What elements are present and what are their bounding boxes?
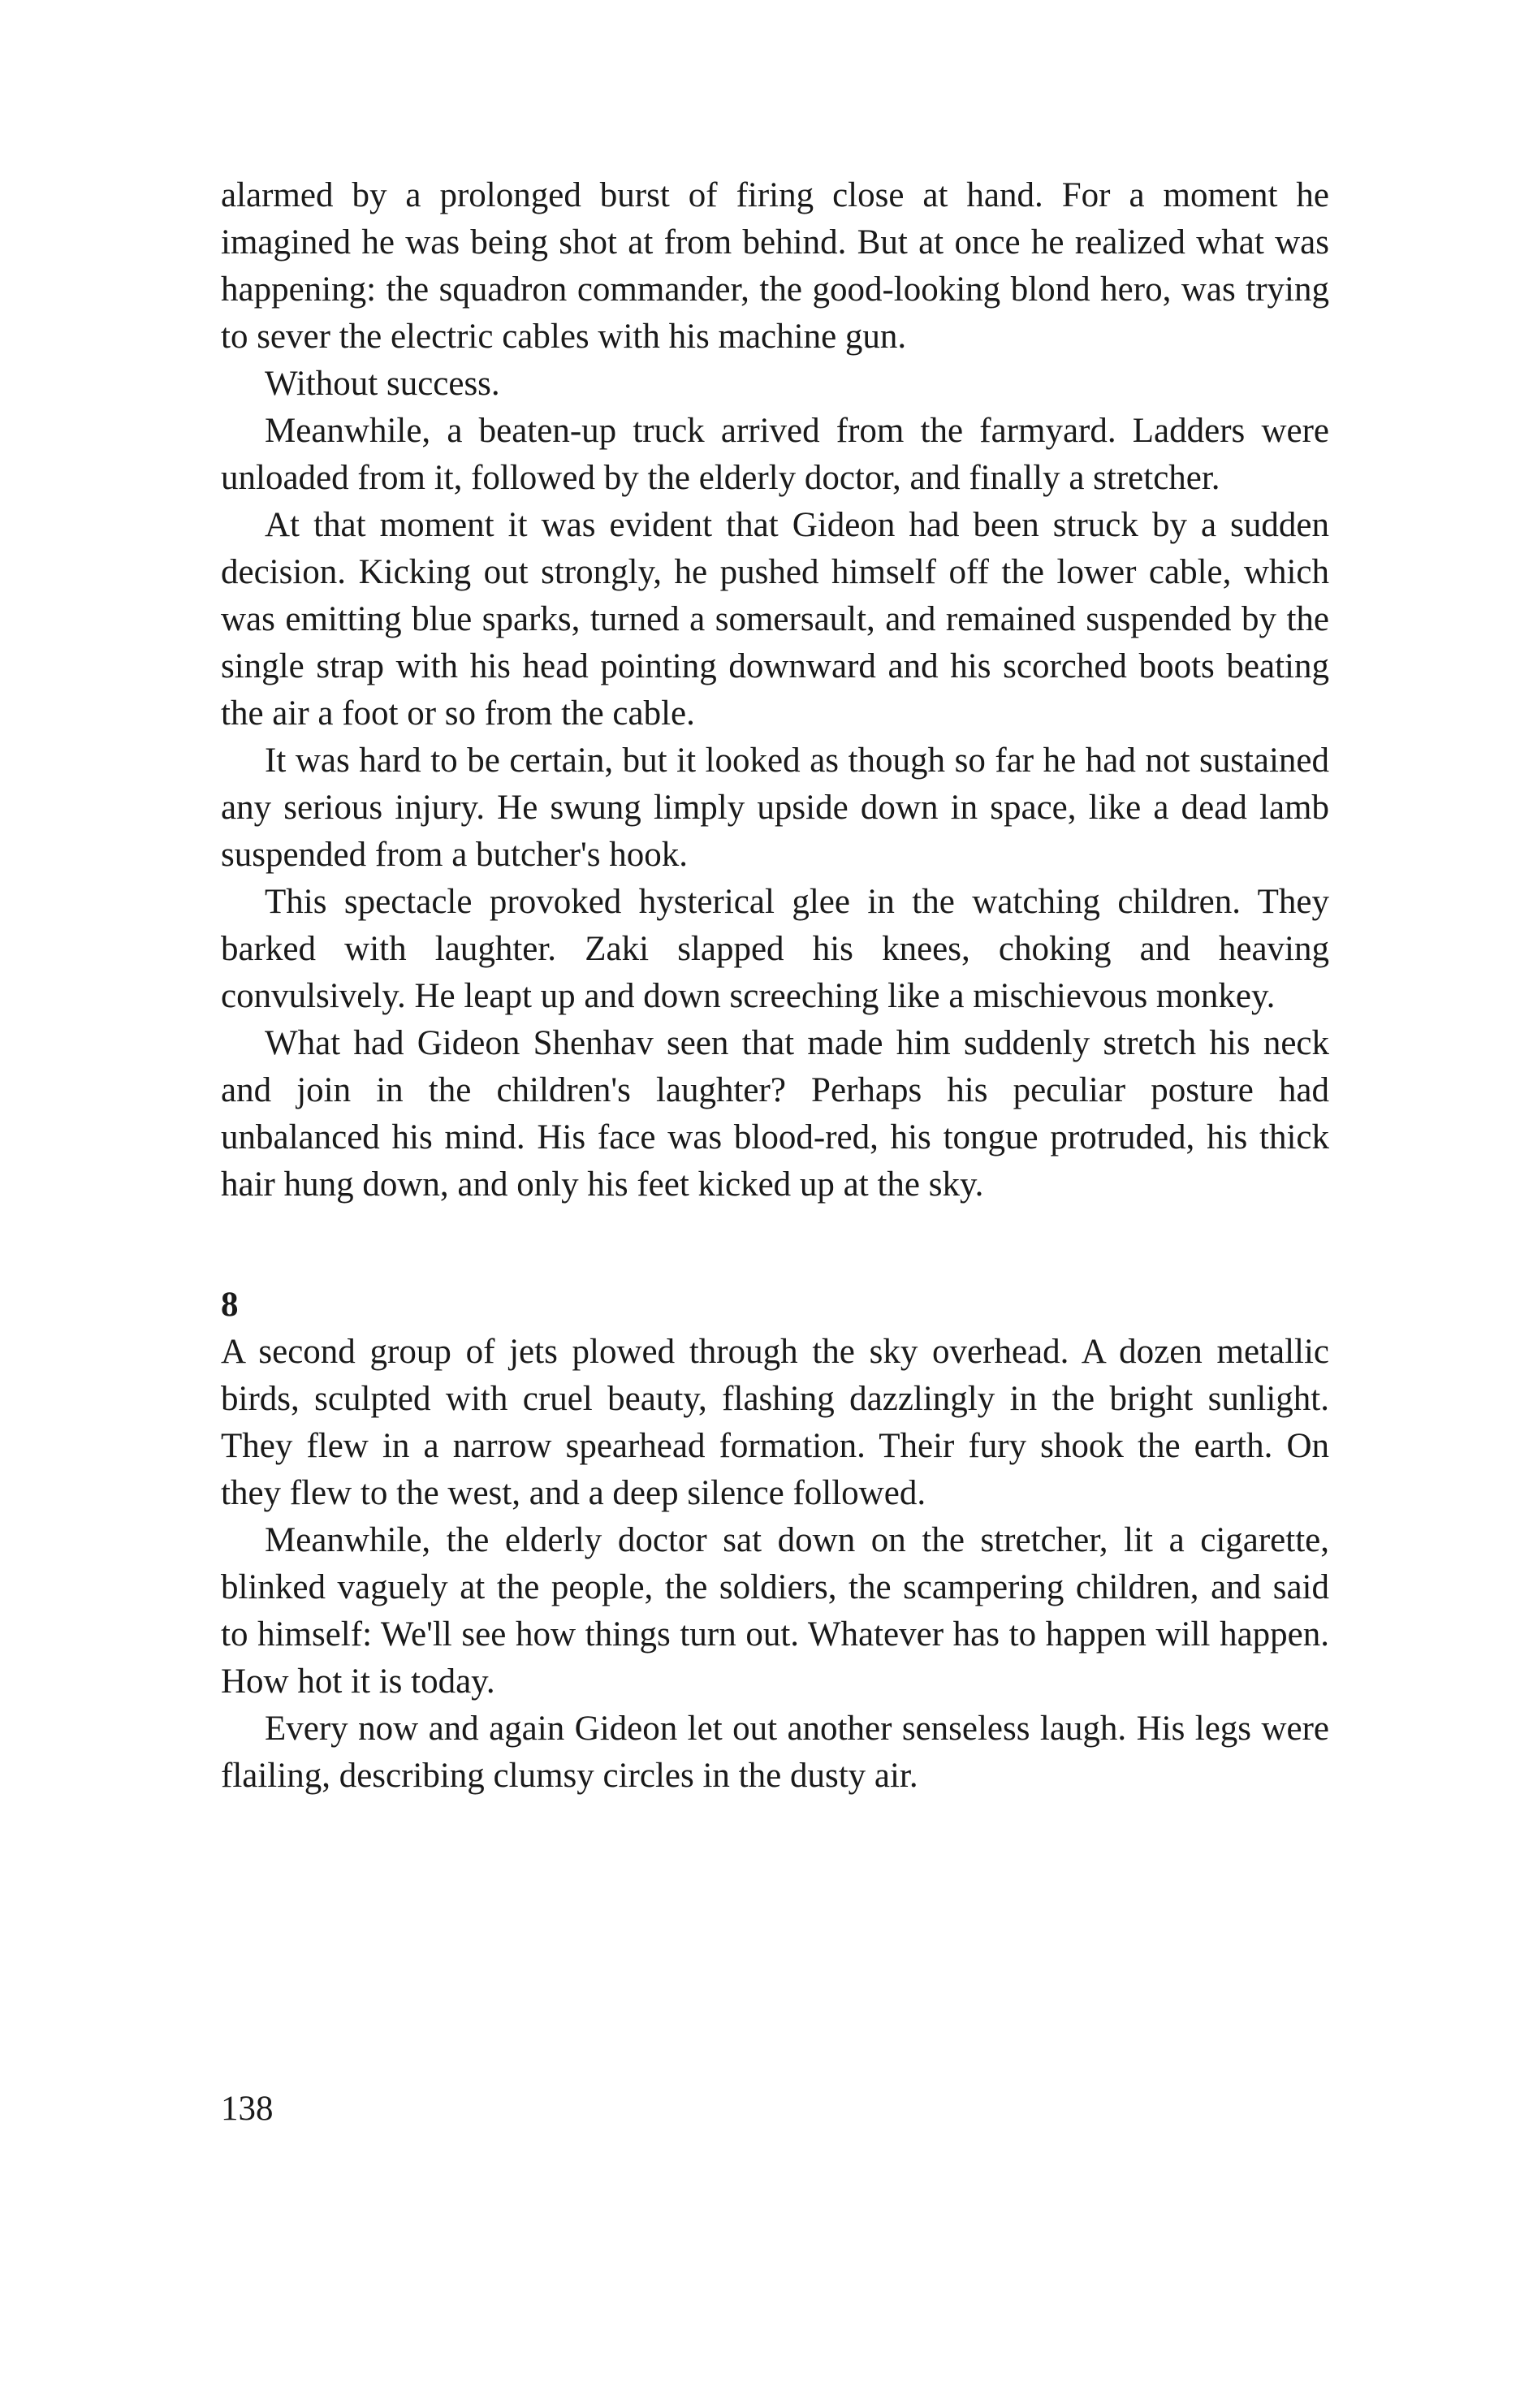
paragraph: Every now and again Gideon let out another senseless laugh. His legs were flailing, describing clumsy circles in the dusty air. bbox=[221, 1710, 1329, 1795]
paragraph: At that moment it was evident that Gideon had been struck by a sudden decision. Kicking out strongly, he pushed himself off the lower cable, which was emitting blue sparks, turned a somersault, and remained suspended by the single strap with his head pointing downward and his scorched boots beating the air a foot or so from the cable. bbox=[221, 506, 1329, 733]
paragraph: alarmed by a prolonged burst of firing close at hand. For a moment he imagined he was being shot at from behind. But at once he realized what was happening: the squadron commander, the good-looking blond hero, was trying to sever the electric cables with his machine gun. bbox=[221, 176, 1329, 356]
paragraph: Meanwhile, a beaten-up truck arrived from the farmyard. Ladders were unloaded from it, followed by the elderly doctor, and finally a stretcher. bbox=[221, 412, 1329, 497]
paragraph: Meanwhile, the elderly doctor sat down on the stretcher, lit a cigarette, blinked vaguely at the people, the soldiers, the scampering children, and said to himself: We'll see how things turn out. Whatever has to happen will happen. How hot it is today. bbox=[221, 1521, 1329, 1701]
paragraph: What had Gideon Shenhav seen that made him suddenly stretch his neck and join in the children's laughter? Perhaps his peculiar posture had unbalanced his mind. His face was blood-red, his tongue protruded, his thick hair hung down, and only his feet kicked up at the sky. bbox=[221, 1024, 1329, 1204]
paragraph: Without success. bbox=[265, 365, 500, 403]
page-number: 138 bbox=[221, 2090, 274, 2128]
paragraph: This spectacle provoked hysterical glee in the watching children. They barked with laughter. Zaki slapped his knees, choking and heaving convulsively. He leapt up and down screeching like a mischievous monkey. bbox=[221, 883, 1329, 1015]
section-number: 8 bbox=[221, 1286, 239, 1324]
paragraph: It was hard to be certain, but it looked as though so far he had not sustained any serious injury. He swung limply upside down in space, like a dead lamb suspended from a butcher's hook. bbox=[221, 741, 1329, 874]
paragraph: A second group of jets plowed through the sky overhead. A dozen metallic birds, sculpted with cruel beauty, flashing dazzlingly in the bright sunlight. They flew in a narrow spearhead formation. Their fury shook the earth. On they flew to the west, and a deep silence followed. bbox=[221, 1333, 1329, 1512]
book-page-text bbox=[221, 172, 1329, 1800]
